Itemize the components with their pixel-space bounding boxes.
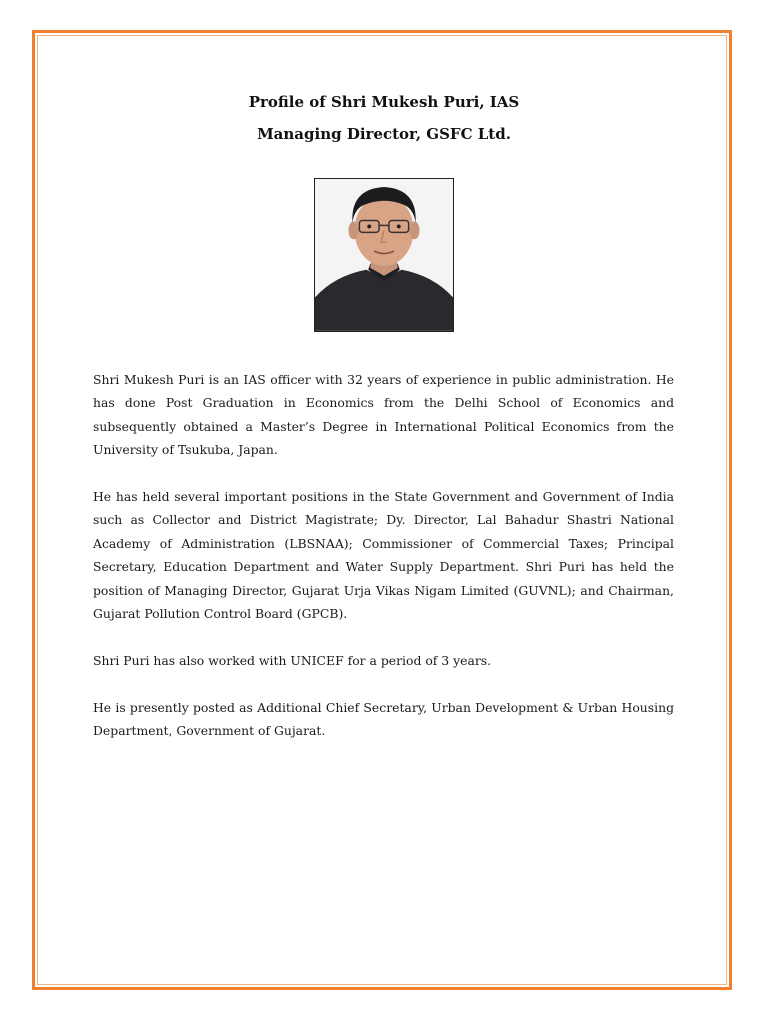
paragraph-unicef: Shri Puri has also worked with UNICEF for a period of 3 years. xyxy=(93,652,492,668)
document-header xyxy=(0,86,768,150)
profile-title: Profile of Shri Mukesh Puri, IAS xyxy=(248,93,520,111)
profile-subtitle: Managing Director, GSFC Ltd. xyxy=(257,125,511,143)
profile-body xyxy=(93,368,674,766)
paragraph-current-post: He is presently posted as Additional Chief Secretary, Urban Development & Urban Housing Department, Government of Gujarat. xyxy=(93,699,674,739)
paragraph-positions: He has held several important positions in the State Government and Government of India such as Collector and District Magistrate; Dy. Director, Lal Bahadur Shastri National Academy of Administration (LBSNAA); Commissioner of Commercial Taxes; Principal Secretary, Education Department and Water Supply Department. Shri Puri has held the position of Managing Director, Gujarat Urja Vikas Nigam Limited (GUVNL); and Chairman, Gujarat Pollution Control Board (GPCB). xyxy=(93,489,674,622)
profile-photo xyxy=(314,178,454,332)
portrait-image xyxy=(315,179,453,331)
paragraph-education: Shri Mukesh Puri is an IAS officer with 32 years of experience in public administration. He has done Post Graduation in Economics from the Delhi School of Economics and subsequently obtained a Master’s Degree in International Political Economics from the University of Tsukuba, Japan. xyxy=(93,372,674,458)
